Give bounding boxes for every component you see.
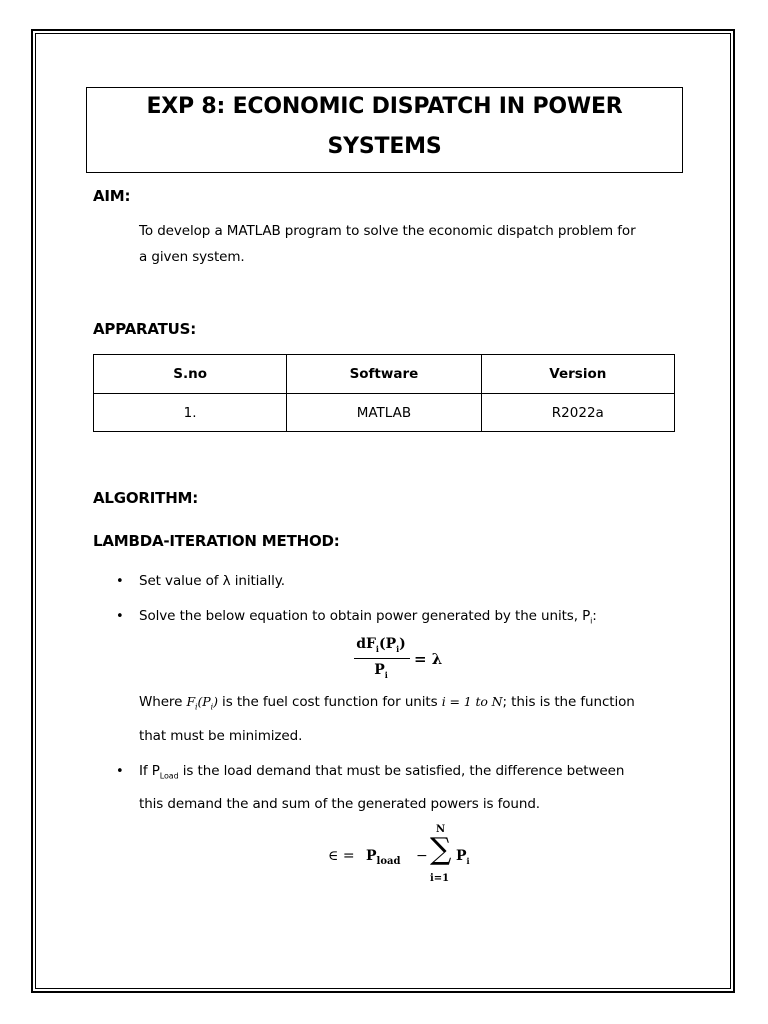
table-row [94,394,675,432]
where-text-line-2: that must be minimized. [139,728,303,744]
method-heading: LAMBDA-ITERATION METHOD: [93,532,340,550]
bullet-2-text: Solve the below equation to obtain power generated by the units, $P_i$: [139,608,597,626]
aim-heading: AIM: [93,187,131,205]
cell-version: R2022a [481,394,674,432]
equation-lambda [352,636,452,684]
cell-software: MATLAB [287,394,481,432]
bullet-1-text: Set value of λ initially. [139,573,285,589]
column-header-version: Version [481,355,674,394]
column-header-software: Software [287,355,481,394]
title-line-2: SYSTEMS [327,134,442,159]
bullet-icon: • [116,609,124,624]
bullet-icon: • [116,764,124,779]
cell-sno: 1. [94,394,287,432]
minus-sign: − [416,848,428,864]
summation-lower-limit: i=1 [430,873,450,884]
aim-line-1: To develop a MATLAB program to solve the economic dispatch problem for [139,223,636,239]
column-header-sno: S.no [94,355,287,394]
summation-icon: ∑ [430,832,452,867]
apparatus-table [93,354,675,432]
title-line-1: EXP 8: ECONOMIC DISPATCH IN POWER [146,94,623,119]
p-load-term: $P_{load}$ [366,848,401,867]
algorithm-heading: ALGORITHM: [93,489,199,507]
p-i-term: $P_i$ [456,848,470,866]
epsilon-symbol: ∈ = [328,848,355,864]
equation-epsilon [328,826,488,892]
bullet-icon: • [116,574,124,589]
table-header-row [94,355,675,394]
fraction-bar [354,658,410,659]
bullet-3-text: If $P_{Load}$ is the load demand that must be satisfied, the difference between [139,763,625,781]
equation-numerator: $dF_i(P_i)$ [356,636,406,654]
equation-denominator: $P_i$ [374,662,388,680]
summation-upper-limit: N [436,824,446,835]
aim-text [139,218,679,270]
equation-rhs: = λ [414,650,443,668]
apparatus-heading: APPARATUS: [93,320,197,338]
bullet-3-text-line-2: this demand the and sum of the generated powers is found. [139,796,540,812]
where-text: Where $F_i(P_i)$ is the fuel cost function for units i = 1 to N; this is the function [139,694,635,712]
aim-line-2: a given system. [139,249,245,265]
title-box [86,87,683,173]
